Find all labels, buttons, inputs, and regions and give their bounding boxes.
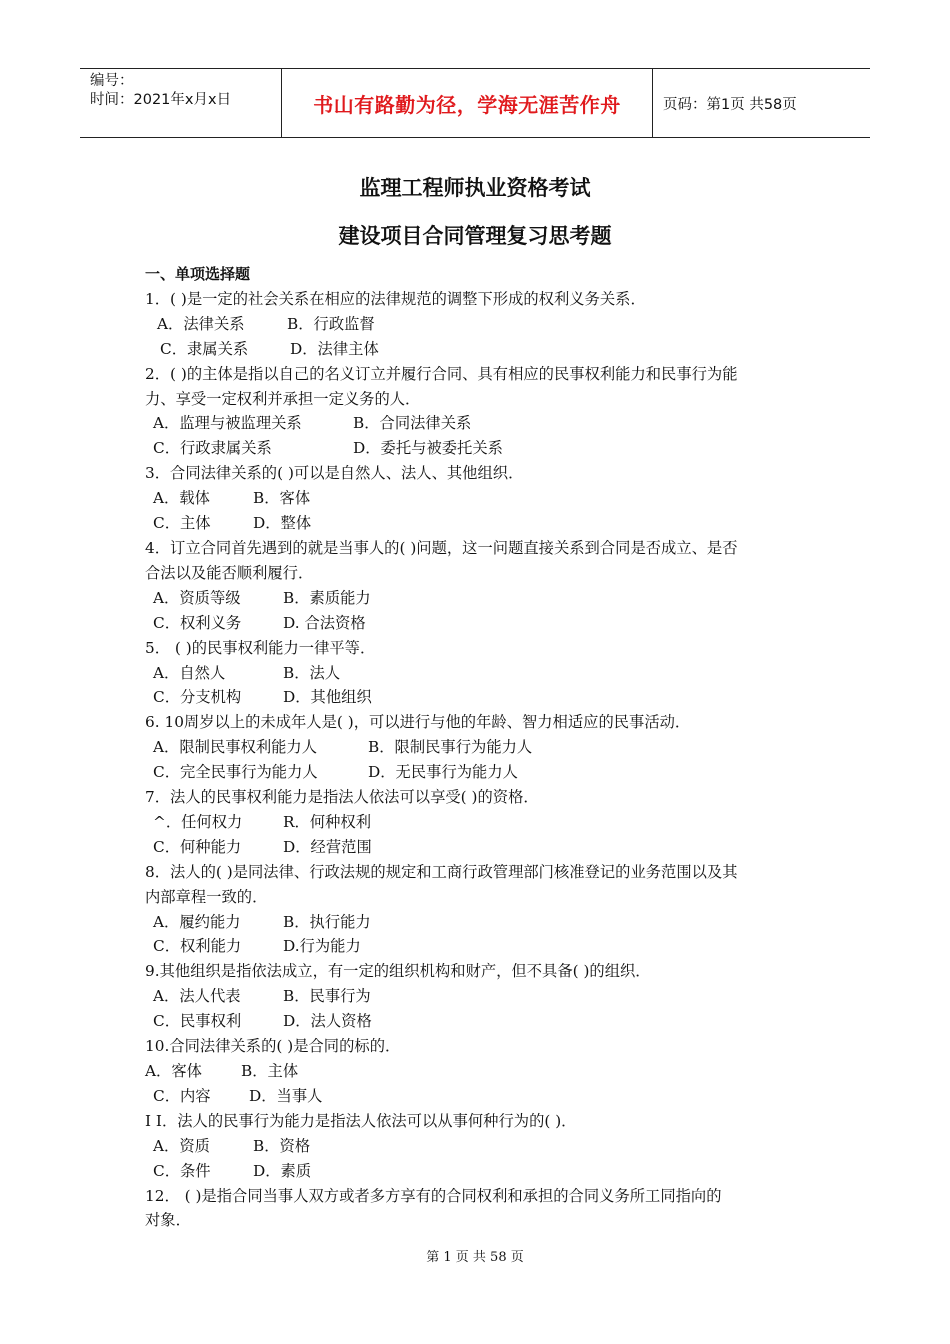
- option-choice: D．经营范围: [283, 837, 372, 856]
- option-choice: A．客体: [145, 1062, 202, 1080]
- option-row: [145, 436, 815, 461]
- question-text: 4．订立合同首先遇到的就是当事人的( )问题，这一问题直接关系到合同是否成立、是否: [145, 538, 738, 557]
- option-choice: C．完全民事行为能力人: [153, 763, 318, 782]
- option-choice: C．何种能力: [153, 837, 242, 856]
- option-row: [145, 835, 815, 860]
- option-row: [145, 910, 815, 935]
- section-heading: 一、单项选择题: [145, 265, 251, 283]
- header-page-info: 页码：第1页 共58页: [663, 96, 797, 113]
- option-row: [145, 411, 815, 436]
- option-row: [145, 486, 815, 511]
- option-choice: A．法律关系: [157, 314, 245, 333]
- option-row: [145, 760, 815, 785]
- option-row: [145, 1084, 815, 1109]
- header-meta: [80, 69, 282, 137]
- number-label: 编号：: [90, 73, 134, 89]
- option-choice: A．限制民事权利能力人: [153, 738, 318, 757]
- option-choice: C．隶属关系: [160, 339, 249, 358]
- time-label: 时间：2021年x月x日: [90, 92, 232, 108]
- option-choice: B．客体: [253, 489, 311, 508]
- option-choice: C．内容: [153, 1086, 211, 1105]
- question-text: 9.其他组织是指依法成立，有一定的组织机构和财产，但不具备( )的组织．: [145, 962, 651, 981]
- option-choice: C．条件: [153, 1161, 211, 1180]
- option-choice: B．民事行为: [283, 987, 371, 1006]
- option-choice: B．法人: [283, 663, 341, 682]
- doc-subtitle: 建设项目合同管理复习思考题: [338, 223, 612, 248]
- question-text: 2．( )的主体是指以自己的名义订立并履行合同、具有相应的民事权利能力和民事行为能: [145, 364, 738, 383]
- page-header: [80, 68, 870, 138]
- doc-title: 监理工程师执业资格考试: [359, 175, 591, 200]
- question-text: 10.合同法律关系的( )是合同的标的．: [145, 1037, 401, 1056]
- option-choice: D．法人资格: [283, 1012, 372, 1031]
- question-text: 对象．: [145, 1211, 191, 1230]
- option-row: [145, 337, 815, 362]
- option-choice: D．委托与被委托关系: [353, 439, 503, 458]
- question-text: 12． ( )是指合同当事人双方或者多方享有的合同权利和承担的合同义务所工同指向的: [145, 1186, 722, 1205]
- option-row: [145, 511, 815, 536]
- option-row: [145, 1059, 815, 1084]
- option-choice: A．资质等级: [153, 588, 241, 607]
- question-text: 内部章程一致的．: [145, 887, 268, 906]
- option-choice: C．行政隶属关系: [153, 439, 272, 458]
- option-choice: R．何种权利: [283, 812, 372, 831]
- option-choice: D．整体: [253, 514, 312, 533]
- option-choice: B．资格: [253, 1136, 311, 1155]
- option-choice: B．素质能力: [283, 588, 371, 607]
- option-choice: C．主体: [153, 514, 211, 533]
- option-choice: D.行为能力: [283, 937, 361, 956]
- option-row: [145, 611, 815, 636]
- question-text: 1．( )是一定的社会关系在相应的法律规范的调整下形成的权利义务关系．: [145, 289, 646, 308]
- option-choice: A．载体: [153, 489, 210, 508]
- option-choice: C．权利能力: [153, 937, 242, 956]
- option-choice: A．法人代表: [153, 987, 241, 1006]
- option-row: [145, 810, 815, 835]
- option-row: [145, 934, 815, 959]
- option-row: [145, 735, 815, 760]
- question-text: 5． ( )的民事权利能力一律平等．: [145, 638, 376, 657]
- question-list: [145, 262, 815, 1233]
- option-row: [145, 312, 815, 337]
- question-text: 合法以及能否顺利履行．: [145, 563, 314, 582]
- option-choice: ^．任何权力: [153, 812, 243, 831]
- option-row: [145, 1134, 815, 1159]
- option-choice: A．履约能力: [153, 912, 241, 931]
- option-choice: D．无民事行为能力人: [368, 763, 518, 782]
- option-choice: D．当事人: [249, 1086, 323, 1105]
- option-choice: B．限制民事行为能力人: [368, 738, 533, 757]
- option-choice: A．监理与被监理关系: [153, 414, 302, 433]
- page-footer: 第 1 页 共 58 页: [426, 1250, 524, 1265]
- option-choice: A．资质: [153, 1136, 210, 1155]
- option-choice: C．权利义务: [153, 613, 242, 632]
- option-row: [145, 984, 815, 1009]
- option-row: [145, 1159, 815, 1184]
- option-row: [145, 685, 815, 710]
- question-text: I I．法人的民事行为能力是指法人依法可以从事何种行为的( )．: [145, 1111, 577, 1130]
- option-choice: B．主体: [241, 1062, 299, 1080]
- option-choice: C．分支机构: [153, 688, 242, 707]
- question-text: 7．法人的民事权利能力是指法人依法可以享受( )的资格．: [145, 788, 539, 807]
- option-choice: C．民事权利: [153, 1012, 242, 1031]
- option-row: [145, 586, 815, 611]
- question-text: 3．合同法律关系的( )可以是自然人、法人、其他组织．: [145, 464, 524, 483]
- question-text: 6. 10周岁以上的未成年人是( )，可以进行与他的年龄、智力相适应的民事活动．: [145, 713, 691, 732]
- option-row: [145, 661, 815, 686]
- option-choice: B．行政监督: [287, 314, 375, 333]
- option-choice: D. 合法资格: [283, 613, 366, 632]
- option-choice: B．执行能力: [283, 912, 371, 931]
- option-choice: D．其他组织: [283, 688, 372, 707]
- option-choice: B．合同法律关系: [353, 414, 472, 433]
- question-text: 8．法人的( )是同法律、行政法规的规定和工商行政管理部门核准登记的业务范围以及其: [145, 862, 738, 881]
- header-motto: 书山有路勤为径，学海无涯苦作舟: [282, 69, 653, 137]
- option-choice: D．素质: [253, 1161, 312, 1180]
- question-text: 力、享受一定权利并承担一定义务的人．: [145, 389, 421, 408]
- option-choice: D．法律主体: [290, 339, 379, 358]
- option-choice: A．自然人: [153, 663, 226, 682]
- option-row: [145, 1009, 815, 1034]
